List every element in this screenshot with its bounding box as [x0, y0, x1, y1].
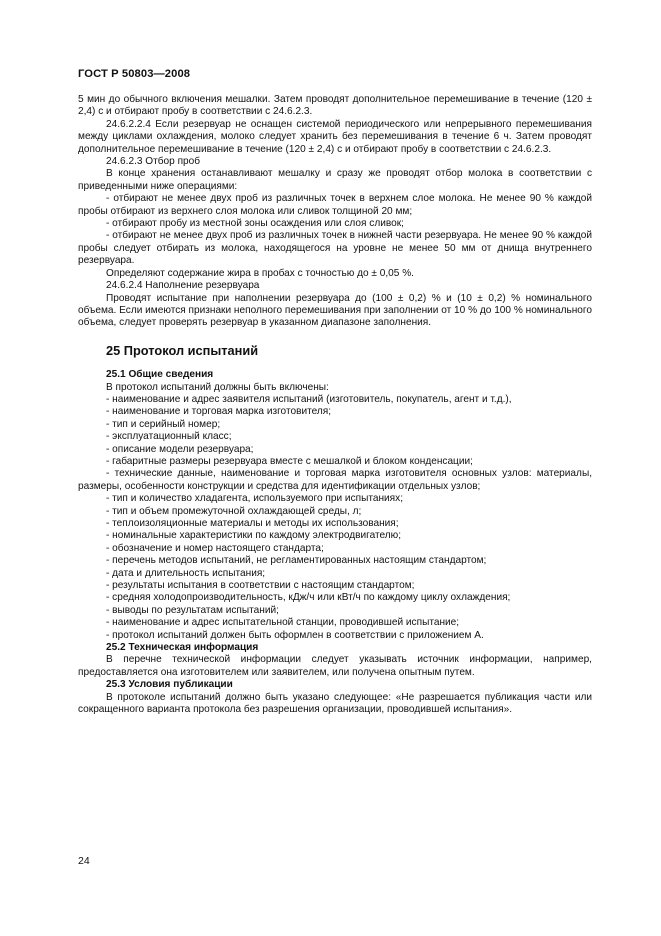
subsection-heading: 25.3 Условия публикации [106, 679, 233, 691]
paragraph: В протокол испытаний должны быть включены: [106, 381, 329, 393]
list-item: - описание модели резервуара; [106, 443, 254, 455]
subsection-heading: 25.1 Общие сведения [106, 369, 214, 381]
list-item: - эксплуатационный класс; [106, 431, 232, 443]
paragraph: В конце хранения останавливают мешалку и сразу же проводят отбор молока в соответствии с приведенными ниже операциями: [78, 168, 592, 192]
list-item: - отбирают не менее двух проб из различных точек в нижней части резервуара. Не менее 90 % каждой пробы следует отбирать из молока, находящегося на уровне не менее 50 мм от днища внутреннего резервуара. [78, 230, 592, 267]
list-item: - протокол испытаний должен быть оформлен в соответствии с приложением А. [106, 629, 484, 641]
paragraph: Определяют содержание жира в пробах с точностью до ± 0,05 %. [106, 267, 414, 279]
list-item: - дата и длительность испытания; [106, 567, 266, 579]
list-item: - технические данные, наименование и торговая марка изготовителя основных узлов: материалы, размеры, особенности конструкции и средства для идентификации отдельных узлов; [78, 468, 592, 492]
list-item: - номинальные характеристики по каждому электродвигателю; [106, 530, 402, 542]
list-item: - средняя холодопроизводительность, кДж/ч или кВт/ч по каждому циклу охлаждения; [106, 592, 511, 604]
document-body [78, 94, 592, 717]
page-number: 24 [78, 855, 90, 867]
paragraph: В перечне технической информации следует указывать источник информации, например, предоставляется она изготовителем или заявителем, или получена опытным путем. [78, 654, 592, 678]
list-item: - наименование и торговая марка изготовителя; [106, 406, 332, 418]
list-item: - результаты испытания в соответствии с настоящим стандартом; [106, 580, 415, 592]
section-heading: 25 Протокол испытаний [106, 342, 259, 358]
paragraph: В протоколе испытаний должно быть указано следующее: «Не разрешается публикация части или сокращенного варианта протокола без разрешения организации, проводившей испытания». [78, 691, 592, 716]
list-item: - перечень методов испытаний, не регламентированных настоящим стандартом; [106, 555, 487, 567]
list-item: - теплоизоляционные материалы и методы их использования; [106, 518, 399, 529]
subsection-heading: 24.6.2.4 Наполнение резервуара [106, 280, 260, 292]
list-item: - тип и серийный номер; [106, 418, 221, 430]
subsection-heading: 25.2 Техническая информация [106, 642, 259, 654]
subsection-heading: 24.6.2.3 Отбор проб [106, 156, 201, 168]
standard-header: ГОСТ Р 50803—2008 [78, 68, 191, 80]
paragraph: Проводят испытание при наполнении резервуара до (100 ± 0,2) % и (10 ± 0,2) % номинального объема. Если имеются признаки неполного перемешивания при заполнении от 10 % до 100 % номинального объема, следует проверять резервуар в указанном диапазоне заполнения. [78, 292, 592, 329]
list-item: - отбирают не менее двух проб из различных точек в верхнем слое молока. Не менее 90 % каждой пробы отбирают из верхнего слоя молока или сливок толщиной 20 мм; [78, 193, 592, 217]
list-item: - наименование и адрес заявителя испытаний (изготовитель, покупатель, агент и т.д.), [106, 393, 512, 405]
list-item: - наименование и адрес испытательной станции, проводившей испытание; [106, 617, 460, 629]
list-item: - габаритные размеры резервуара вместе с мешалкой и блоком конденсации; [106, 455, 473, 467]
list-item: - выводы по результатам испытаний; [106, 604, 279, 616]
paragraph: 24.6.2.2.4 Если резервуар не оснащен системой периодического или непрерывного перемешивания между циклами охлаждения, молоко следует хранить без перемешивания в течение 6 ч. Затем проводят дополнительное перемешивание в течение (120 ± 2,4) с и отбирают пробу в соответствии с 24.6.2.3. [78, 118, 592, 155]
list-item: - тип и количество хладагента, используемого при испытаниях; [106, 493, 403, 505]
list-item: - тип и объем промежуточной охлаждающей среды, л; [106, 505, 362, 517]
list-item: - отбирают пробу из местной зоны осаждения или слоя сливок; [106, 218, 404, 230]
paragraph: 5 мин до обычного включения мешалки. Затем проводят дополнительное перемешивание в течение (120 ± 2,4) с и отбирают пробу в соответствии с 24.6.2.3. [78, 94, 592, 118]
list-item: - обозначение и номер настоящего стандарта; [106, 542, 324, 554]
requirements-list [78, 394, 592, 642]
